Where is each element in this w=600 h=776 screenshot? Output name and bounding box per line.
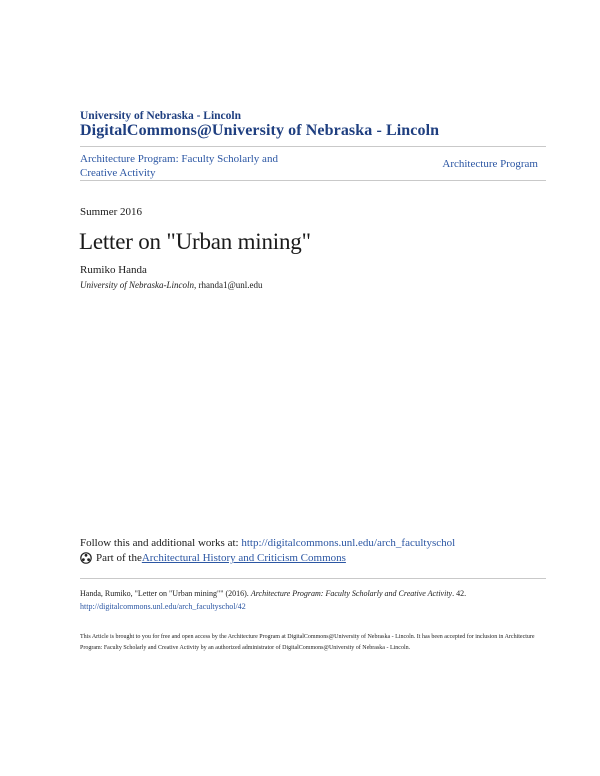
- institution-name[interactable]: University of Nebraska - Lincoln: [80, 110, 241, 122]
- author-email[interactable]: , rhanda1@unl.edu: [194, 280, 263, 290]
- commons-link[interactable]: Architectural History and Criticism Commons: [141, 552, 346, 564]
- article-title: Letter on "Urban mining": [79, 229, 311, 254]
- header-rule-top: [80, 146, 546, 147]
- part-of-label: Part of the: [96, 552, 142, 564]
- program-link[interactable]: Architecture Program: [442, 158, 538, 170]
- repository-name[interactable]: DigitalCommons@University of Nebraska - Lincoln: [80, 122, 440, 139]
- citation-series: Architecture Program: Faculty Scholarly and Creative Activity: [250, 589, 453, 598]
- header-rule-bottom: [80, 180, 546, 181]
- publication-date: Summer 2016: [80, 206, 143, 218]
- citation-url-link[interactable]: http://digitalcommons.unl.edu/arch_facultyschol/42: [80, 602, 246, 611]
- citation-text: Handa, Rumiko, "Letter on "Urban mining"" (2016).: [80, 589, 251, 598]
- follow-line: [80, 537, 455, 549]
- series-link[interactable]: Architecture Program: Faculty Scholarly and Creative Activity: [80, 153, 278, 179]
- recommended-citation: [80, 587, 550, 613]
- follow-label: Follow this and additional works at:: [80, 537, 242, 549]
- follow-url-link[interactable]: http://digitalcommons.unl.edu/arch_facultyschol: [241, 537, 456, 549]
- commons-network-icon: [80, 552, 92, 564]
- author-affiliation: [80, 280, 263, 290]
- affiliation-text: University of Nebraska-Lincoln: [80, 280, 194, 290]
- citation-number: . 42.: [452, 589, 467, 598]
- author-name: Rumiko Handa: [80, 264, 147, 276]
- part-of-line: [80, 552, 346, 564]
- access-notice: This Article is brought to you for free and open access by the Architecture Program at DigitalCommons@University of Nebraska - Lincoln. It has been accepted for inclusion in Architecture Program: Faculty Scholarly and Creative Activity by an authorized administrator of DigitalCommons@University of Nebraska - Lincoln.: [80, 634, 535, 651]
- citation-rule: [80, 578, 546, 579]
